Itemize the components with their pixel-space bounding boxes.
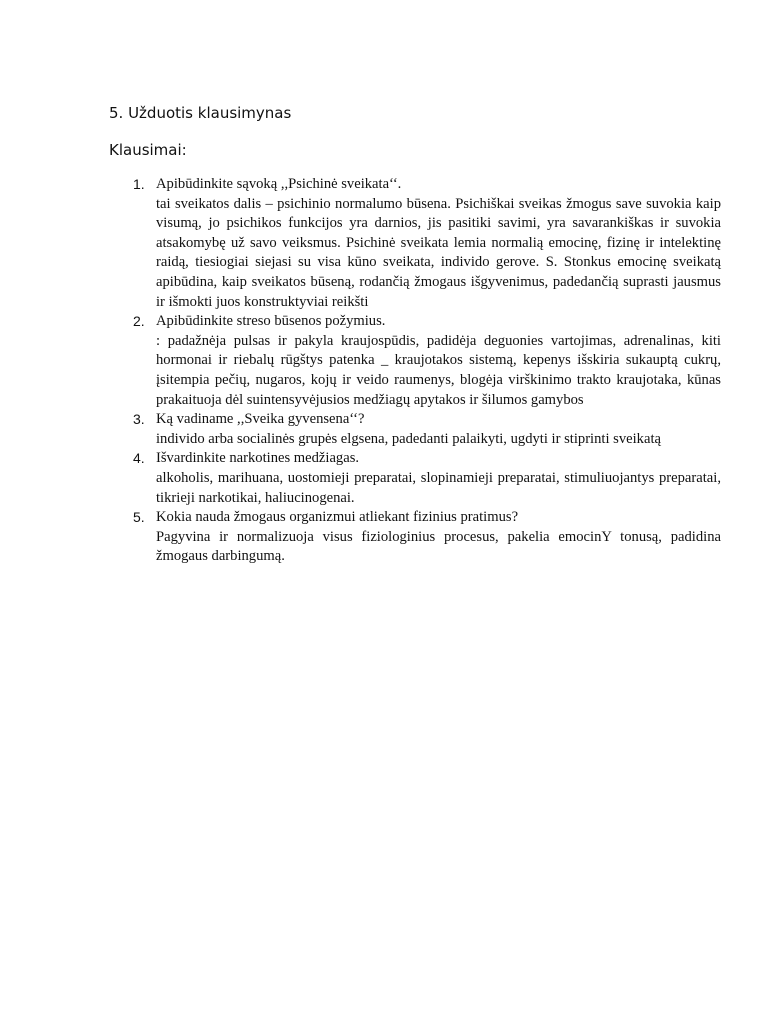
- question-text: Ką vadiname ,,Sveika gyvensena‘‘?: [156, 411, 365, 428]
- question-text: Kokia nauda žmogaus organizmui atliekant fizinius pratimus?: [156, 509, 519, 526]
- answer-text: Pagyvina ir normalizuoja visus fiziologinius procesus, pakelia emocinY tonusą, padidina žmogaus darbingumą.: [156, 528, 721, 565]
- question-item-2: [0, 312, 721, 410]
- answer-text: individo arba socialinės grupės elgsena, padedanti palaikyti, ugdyti ir stiprinti sveikatą: [156, 430, 661, 447]
- answer-text: : padažnėja pulsas ir pakyla kraujospūdis, padidėja deguonies vartojimas, adrenalinas, kiti hormonai ir riebalų rūgštys patenka _ kraujotakos sistemą, kepenys išskiria sukauptą cukrų, įsitempia pečių, nugaros, kojų ir veido raumenys, blogėja virškinimo trakto kraujotaka, kūnas prakaituoja dėl suintensyvėjusios medžiagų apytakos ir šilumos gamybos: [156, 332, 721, 408]
- question-number: 4.: [133, 450, 145, 467]
- question-number: 2.: [133, 313, 145, 330]
- question-text: Išvardinkite narkotines medžiagas.: [156, 450, 360, 467]
- question-text: Apibūdinkite sąvoką ,,Psichinė sveikata‘‘.: [156, 176, 402, 192]
- question-item-5: [0, 508, 721, 567]
- question-number: 5.: [133, 509, 145, 526]
- question-item-1: [0, 175, 721, 312]
- question-item-3: [0, 410, 721, 449]
- answer-text: alkoholis, marihuana, uostomieji preparatai, slopinamieji preparatai, stimuliuojantys preparatai, tikrieji narkotikai, haliucinogenai.: [156, 469, 721, 506]
- question-list: [0, 175, 768, 567]
- question-text: Apibūdinkite streso būsenos požymius.: [156, 313, 386, 330]
- question-item-4: [0, 449, 721, 508]
- answer-text: tai sveikatos dalis – psichinio normalumo būsena. Psichiškai sveikas žmogus save suvokia kaip visumą, jo psichikos funkcijos yra darnios, jis pasitiki savimi, yra savarankiškas ir suvokia atsakomybę už savo veiksmus. Psichinė sveikata lemia normalią emocinę, fizinę ir intelektinę raidą, tiesiogiai siejasi su visa kūno sveikata, individo gerove. S. Stonkus emocinę sveikatą apibūdina, kaip sveikatos būseną, rodančią žmogaus išgyvenimus, padedančią suprasti jausmus ir išmokti juos konstruktyviai reikšti: [156, 195, 721, 310]
- question-number: 1.: [133, 176, 145, 192]
- document-title: 5. Užduotis klausimynas: [109, 104, 292, 122]
- question-number: 3.: [133, 411, 145, 428]
- section-label: Klausimai:: [109, 141, 187, 159]
